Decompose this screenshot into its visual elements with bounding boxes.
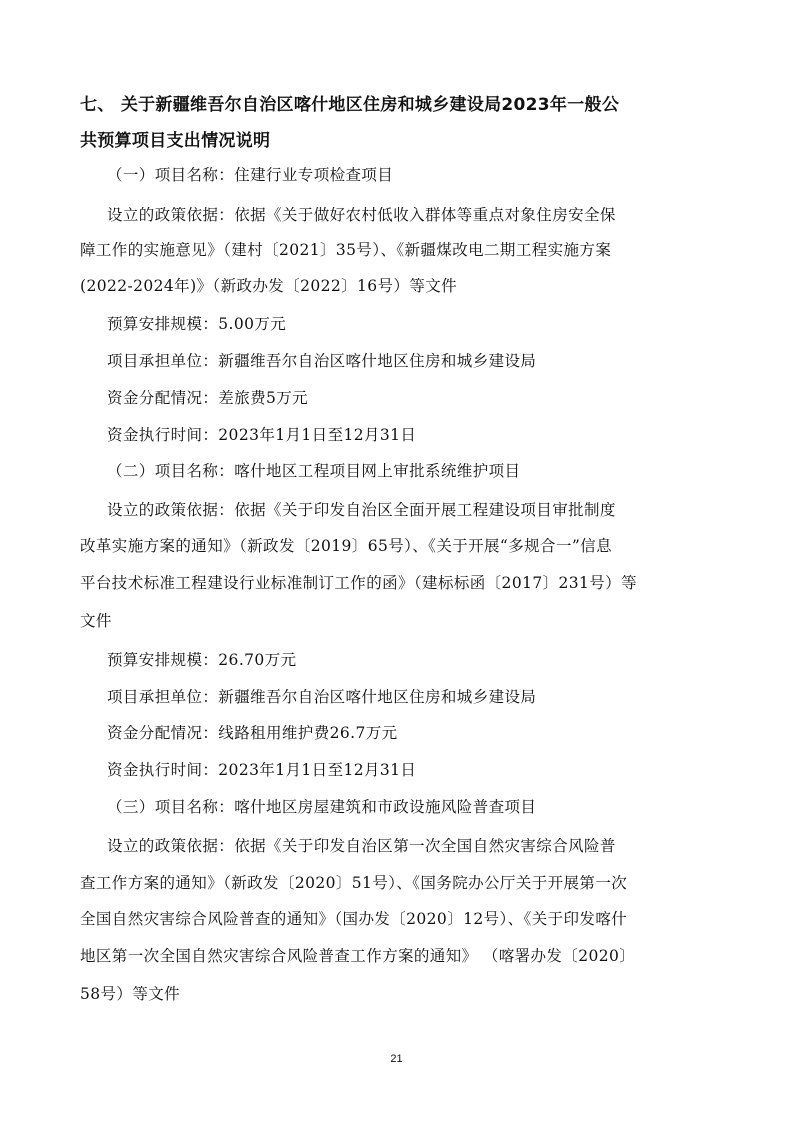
section-heading-line-1: 七、 关于新疆维吾尔自治区喀什地区住房和城乡建设局2023年一般公 [80, 95, 620, 115]
section-heading-line-2: 共预算项目支出情况说明 [80, 131, 271, 151]
project-3-policy-line-2: 查工作方案的通知》（新政发〔2020〕51号）、《国务院办公厅关于开展第一次 [80, 874, 628, 892]
project-2-period: 资金执行时间：2023年1月1日至12月31日 [107, 761, 417, 779]
project-3-title: （三）项目名称：喀什地区房屋建筑和市政设施风险普查项目 [107, 798, 537, 816]
project-2-budget: 预算安排规模：26.70万元 [107, 651, 297, 669]
project-2-unit: 项目承担单位：新疆维吾尔自治区喀什地区住房和城乡建设局 [107, 688, 537, 706]
project-1-policy-line-1: 设立的政策依据：依据《关于做好农村低收入群体等重点对象住房安全保 [107, 206, 616, 224]
project-2-allocation: 资金分配情况：线路租用维护费26.7万元 [107, 724, 398, 742]
page-number: 21 [390, 1053, 403, 1065]
project-1-policy-line-3: (2022-2024年)》（新政办发〔2022〕16号）等文件 [80, 277, 458, 295]
project-1-allocation: 资金分配情况：差旅费5万元 [107, 389, 309, 407]
project-1-budget: 预算安排规模：5.00万元 [107, 315, 287, 333]
project-1-unit: 项目承担单位：新疆维吾尔自治区喀什地区住房和城乡建设局 [107, 352, 537, 370]
project-1-title: （一）项目名称：住建行业专项检查项目 [107, 166, 394, 184]
project-2-policy-line-1: 设立的政策依据：依据《关于印发自治区全面开展工程建设项目审批制度 [107, 501, 616, 519]
project-2-policy-line-2: 改革实施方案的通知》（新政发〔2019〕65号）、《关于开展“多规合一”信息 [80, 537, 612, 555]
project-3-policy-line-1: 设立的政策依据：依据《关于印发自治区第一次全国自然灾害综合风险普 [107, 837, 616, 855]
project-3-policy-line-5: 58号）等文件 [80, 985, 181, 1003]
project-1-period: 资金执行时间：2023年1月1日至12月31日 [107, 426, 417, 444]
project-2-policy-line-4: 文件 [80, 612, 112, 630]
project-2-title: （二）项目名称：喀什地区工程项目网上审批系统维护项目 [107, 462, 521, 480]
project-3-policy-line-4: 地区第一次全国自然灾害综合风险普查工作方案的通知》 （喀署办发〔2020〕 [80, 947, 636, 965]
project-3-policy-line-3: 全国自然灾害综合风险普查的通知》（国办发〔2020〕12号）、《关于印发喀什 [80, 910, 628, 928]
project-1-policy-line-2: 障工作的实施意见》（建村〔2021〕35号）、《新疆煤改电二期工程实施方案 [80, 241, 612, 259]
project-2-policy-line-3: 平台技术标准工程建设行业标准制订工作的函》（建标标函〔2017〕231号）等 [80, 574, 637, 592]
